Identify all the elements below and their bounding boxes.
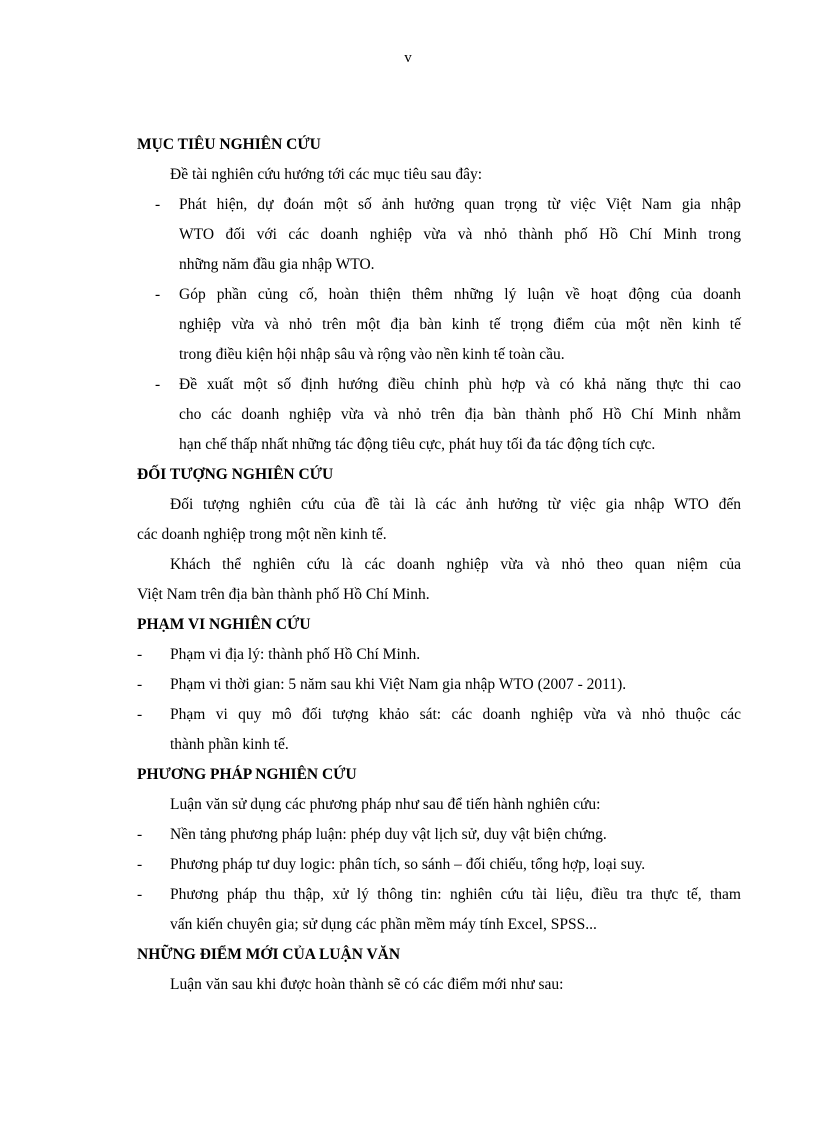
page-number: v [404,50,412,66]
objectives-bullet-1-line-3: những năm đầu gia nhập WTO. [179,256,375,273]
dash-marker: - [137,676,143,693]
section-heading-methods: PHƯƠNG PHÁP NGHIÊN CỨU [137,766,357,783]
dash-marker: - [155,376,161,393]
new-points-intro: Luận văn sau khi được hoàn thành sẽ có các điểm mới như sau: [170,976,564,993]
dash-marker: - [155,196,161,213]
methods-bullet-1: - Nền tảng phương pháp luận: phép duy vật lịch sử, duy vật biện chứng. [137,820,741,850]
objectives-bullet-2-line-1: - Góp phần củng cố, hoàn thiện thêm những lý luận về hoạt động của doanh [137,280,741,310]
methods-intro: Luận văn sử dụng các phương pháp như sau để tiến hành nghiên cứu: [170,796,601,813]
dash-marker: - [137,826,143,843]
scope-bullet-2: - Phạm vi thời gian: 5 năm sau khi Việt Nam gia nhập WTO (2007 - 2011). [137,670,741,700]
objectives-bullet-2-line-2: nghiệp vừa và nhỏ trên một địa bàn kinh tế trọng điểm của một nền kinh tế [179,316,741,333]
methods-bullet-3-line-1: - Phương pháp thu thập, xử lý thông tin: nghiên cứu tài liệu, điều tra thực tế, tham [137,880,741,910]
objectives-bullet-3-line-1: - Đề xuất một số định hướng điều chỉnh phù hợp và có khả năng thực thi cao [137,370,741,400]
subjects-paragraph-2-line-1: Khách thể nghiên cứu là các doanh nghiệp vừa và nhỏ theo quan niệm của [170,556,741,573]
dash-marker: - [137,886,143,903]
section-heading-objectives: MỤC TIÊU NGHIÊN CỨU [137,136,321,153]
methods-bullet-2: - Phương pháp tư duy logic: phân tích, so sánh – đối chiếu, tổng hợp, loại suy. [137,850,741,880]
scope-bullet-3-line-1: - Phạm vi quy mô đối tượng khảo sát: các doanh nghiệp vừa và nhỏ thuộc các [137,700,741,730]
objectives-bullet-3-line-3: hạn chế thấp nhất những tác động tiêu cực, phát huy tối đa tác động tích cực. [179,436,656,453]
dash-marker: - [155,286,161,303]
dash-marker: - [137,856,143,873]
methods-bullet-3-line-2: vấn kiến chuyên gia; sử dụng các phần mềm máy tính Excel, SPSS... [170,916,597,933]
dash-marker: - [137,646,143,663]
objectives-bullet-3-line-2: cho các doanh nghiệp vừa và nhỏ trên địa bàn thành phố Hồ Chí Minh nhằm [179,406,741,423]
subjects-paragraph-2-line-2: Việt Nam trên địa bàn thành phố Hồ Chí Minh. [137,586,430,603]
objectives-intro: Đề tài nghiên cứu hướng tới các mục tiêu sau đây: [170,166,483,183]
objectives-bullet-1-line-2: WTO đối với các doanh nghiệp vừa và nhỏ thành phố Hồ Chí Minh trong [179,226,741,243]
subjects-paragraph-1-line-2: các doanh nghiệp trong một nền kinh tế. [137,526,387,543]
scope-bullet-1: - Phạm vi địa lý: thành phố Hồ Chí Minh. [137,640,741,670]
section-heading-subjects: ĐỐI TƯỢNG NGHIÊN CỨU [137,466,334,483]
dash-marker: - [137,706,143,723]
document-body [137,130,741,1000]
section-heading-scope: PHẠM VI NGHIÊN CỨU [137,616,311,633]
scope-bullet-3-line-2: thành phần kinh tế. [170,736,289,753]
subjects-paragraph-1-line-1: Đối tượng nghiên cứu của đề tài là các ảnh hưởng từ việc gia nhập WTO đến [170,496,741,513]
section-heading-new-points: NHỮNG ĐIỂM MỚI CỦA LUẬN VĂN [137,946,401,963]
objectives-bullet-1-line-1: - Phát hiện, dự đoán một số ảnh hưởng quan trọng từ việc Việt Nam gia nhập [137,190,741,220]
objectives-bullet-2-line-3: trong điều kiện hội nhập sâu và rộng vào nền kinh tế toàn cầu. [179,346,565,363]
